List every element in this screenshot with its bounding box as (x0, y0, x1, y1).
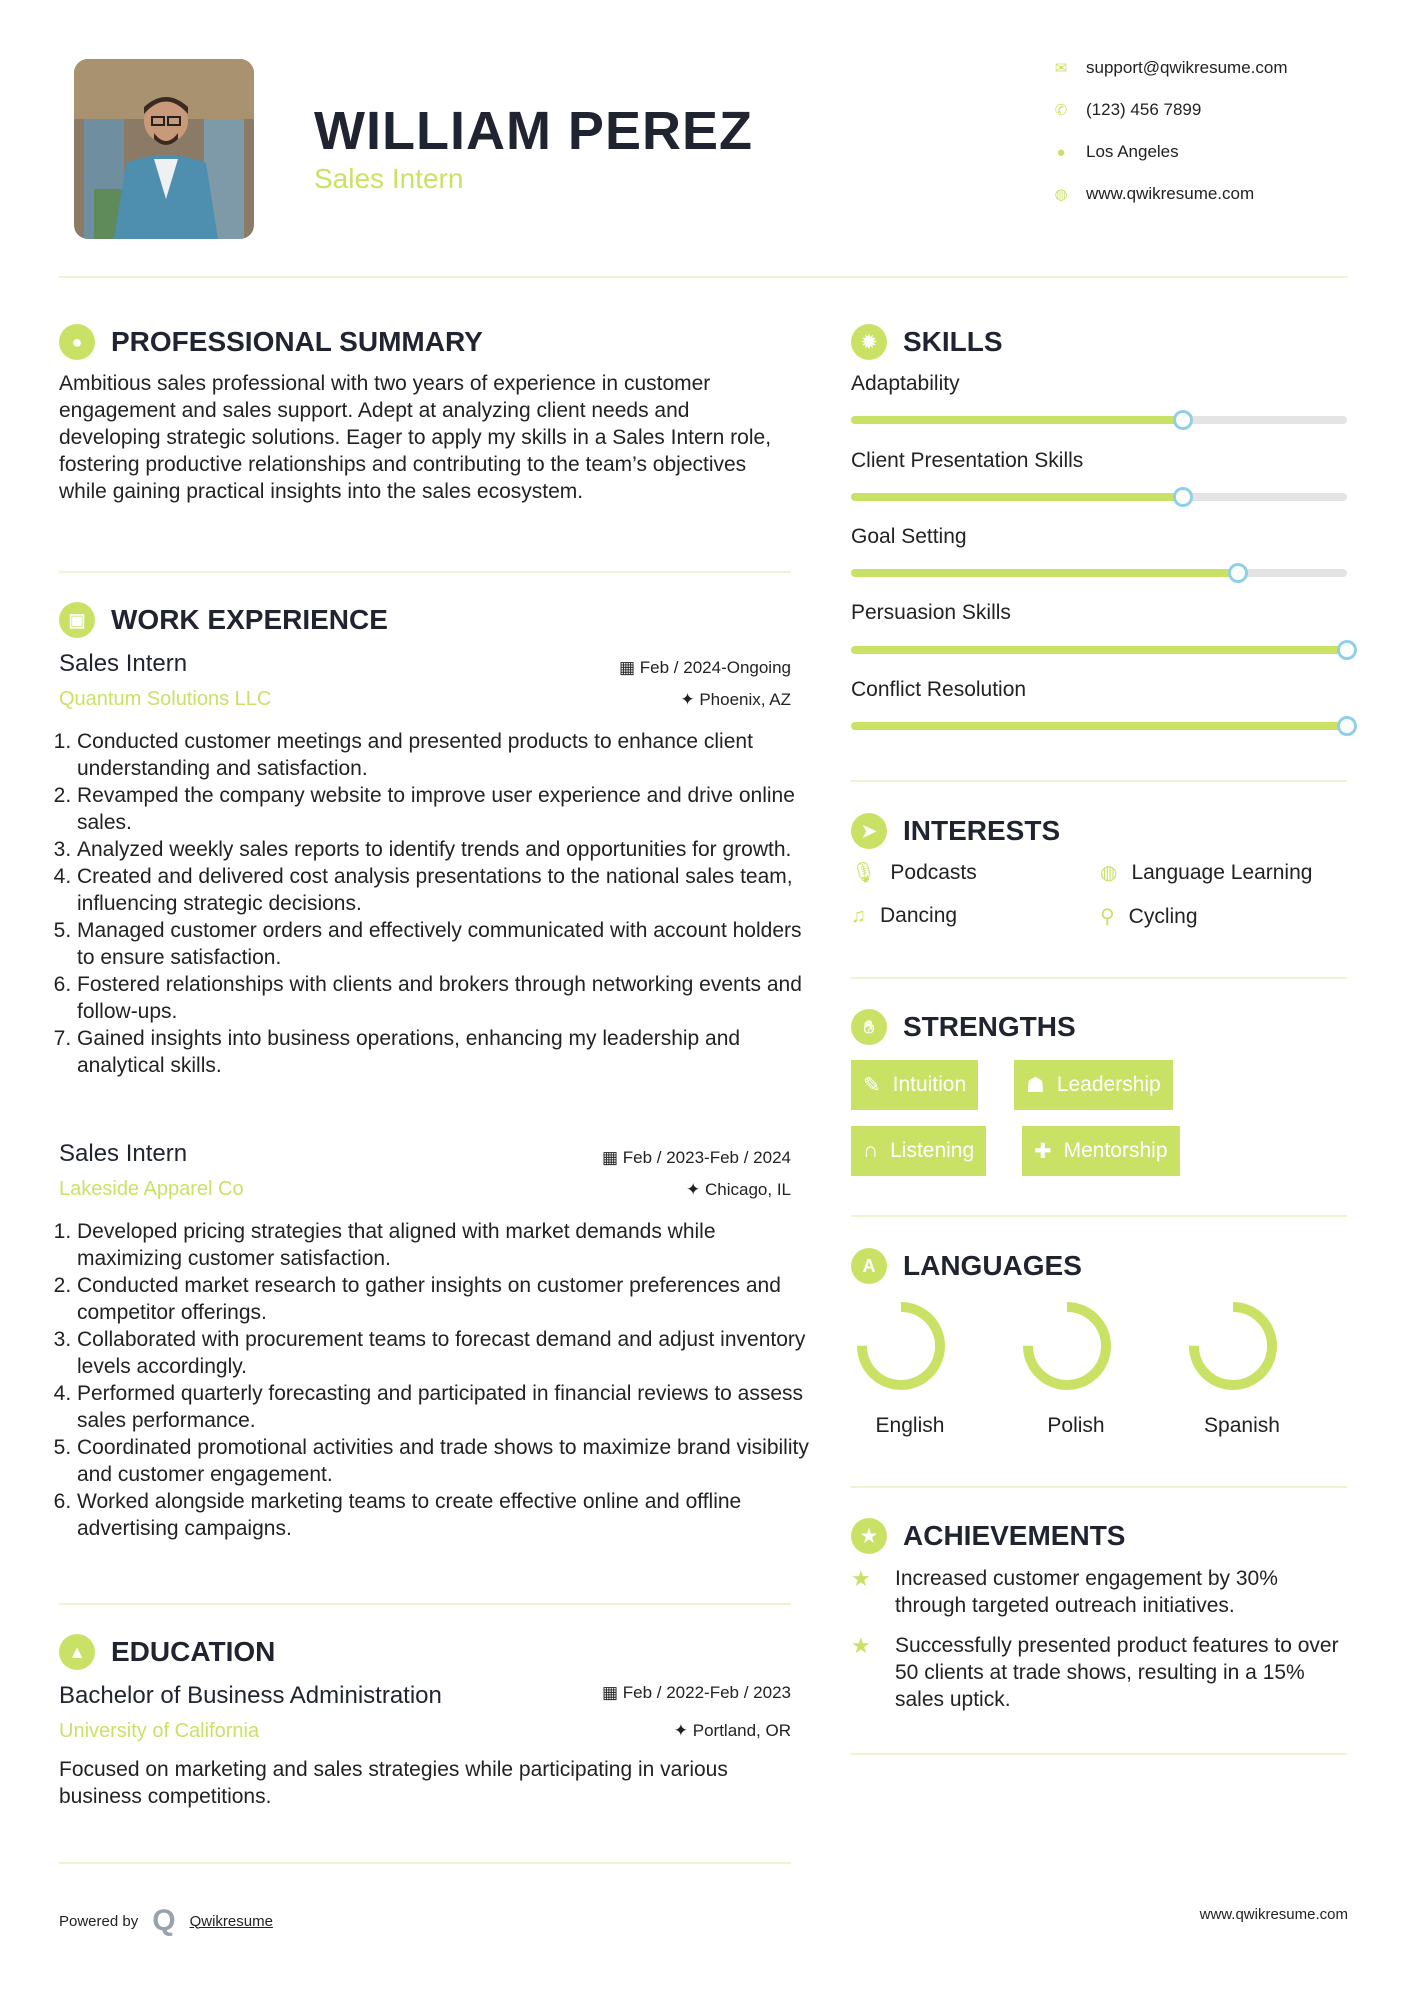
language-icon: A (851, 1248, 887, 1284)
achievements-divider (851, 1753, 1347, 1755)
calendar-icon: ▦ (618, 658, 640, 677)
summary-heading: ● PROFESSIONAL SUMMARY (59, 324, 483, 360)
school-name: University of California (59, 1720, 260, 1742)
phone-icon: ✆ (1054, 102, 1068, 119)
contact-website[interactable]: ◍ www.qwikresume.com (1050, 184, 1254, 204)
user-plus-icon: ✚ (1034, 1139, 1052, 1163)
job-location: ✦ Phoenix, AZ (680, 690, 791, 709)
interest-item: ♫ Dancing (851, 904, 958, 927)
list-item: 1. Developed pricing strategies that aligned with market demands while maximizing customer satisfaction. (77, 1218, 812, 1272)
pin-icon: ✦ (686, 1180, 705, 1199)
skill-name: Goal Setting (851, 525, 967, 548)
qwikresume-logo-icon: Q (152, 1904, 176, 1937)
education-divider (59, 1862, 791, 1864)
summary-text: Ambitious sales professional with two years of experience in customer engagement and sales support. Adept at analyzing client needs and developing strategic solutions. Eager to apply my skills in a Sales Intern role, fostering productive relationships and contributing to the team’s objectives while gaining practical insights into the sales ecosystem. (59, 372, 772, 503)
user-icon: ● (59, 324, 95, 360)
pin-icon: ✦ (673, 1721, 693, 1740)
job-title: Sales Intern (59, 650, 188, 677)
candidate-name: WILLIAM PEREZ (314, 101, 753, 161)
briefcase-icon: ▣ (59, 602, 95, 638)
education-location: ✦ Portland, OR (673, 1721, 791, 1740)
language-ring (1017, 1296, 1117, 1396)
magic-wand-icon: ✎ (863, 1073, 881, 1097)
list-item: 1. Conducted customer meetings and presented products to enhance client understanding and satisfaction. (77, 728, 812, 782)
experience-heading: ▣ WORK EXPERIENCE (59, 602, 388, 638)
skill-bar-knob (1228, 563, 1248, 583)
list-item: 3. Collaborated with procurement teams to forecast demand and adjust inventory levels accordingly. (77, 1326, 812, 1380)
bicycle-icon: ⚲ (1100, 906, 1115, 928)
language-ring (1183, 1296, 1283, 1396)
skill-bar-fill (851, 646, 1347, 654)
achievements-heading: ★ ACHIEVEMENTS (851, 1518, 1125, 1554)
list-item: 2. Revamped the company website to improve user experience and drive online sales. (77, 782, 812, 836)
skill-bar-knob (1337, 716, 1357, 736)
list-item: 5. Managed customer orders and effectively communicated with account holders to ensure satisfaction. (77, 917, 812, 971)
skill-bar (851, 646, 1347, 654)
skill-name: Adaptability (851, 372, 960, 395)
strength-tag: ✚ Mentorship (1022, 1126, 1180, 1176)
strength-tag: ☗ Leadership (1014, 1060, 1173, 1110)
skill-name: Conflict Resolution (851, 678, 1027, 701)
pin-icon: ✦ (680, 690, 700, 709)
star-badge-icon: ★ (851, 1518, 887, 1554)
strengths-divider (851, 1215, 1347, 1217)
job-title: Sales Intern (59, 1140, 188, 1167)
skill-bar-knob (1337, 640, 1357, 660)
language-label: English (875, 1414, 945, 1437)
skill-bar-fill (851, 722, 1347, 730)
list-item: 6. Worked alongside marketing teams to create effective online and offline advertising campaigns. (77, 1488, 812, 1542)
footer-url[interactable]: www.qwikresume.com (1199, 1906, 1348, 1923)
job-duties-list (59, 1218, 812, 1542)
languages-divider (851, 1486, 1347, 1488)
email-icon: ✉ (1054, 60, 1068, 77)
shooting-star-icon: ★ (851, 1633, 871, 1658)
company-name: Quantum Solutions LLC (59, 688, 272, 710)
skill-name: Client Presentation Skills (851, 449, 1084, 472)
job-duties-list (59, 728, 812, 1079)
skills-heading: ✹ SKILLS (851, 324, 1003, 360)
interest-item: ◍ Language Learning (1100, 860, 1313, 884)
achievement-item: ★ Increased customer engagement by 30% through targeted outreach initiatives. (851, 1566, 1278, 1617)
calendar-icon: ▦ (601, 1148, 623, 1167)
summary-divider (59, 571, 791, 573)
education-heading: ▲ EDUCATION (59, 1634, 275, 1670)
degree-title: Bachelor of Business Administration (59, 1682, 442, 1709)
header-divider (59, 276, 1348, 278)
profile-photo (74, 59, 254, 239)
hand-icon: ✋︎ (851, 1009, 887, 1045)
language-label: Spanish (1204, 1414, 1280, 1437)
graduation-cap-icon: ▲ (59, 1634, 95, 1670)
language-label: Polish (1047, 1414, 1105, 1437)
language-ring (851, 1296, 951, 1396)
skill-bar-knob (1173, 410, 1193, 430)
footer-powered-by: Powered by Q Qwikresume (59, 1904, 273, 1937)
list-item: 6. Fostered relationships with clients and brokers through networking events and follow-ups. (77, 971, 812, 1025)
company-name: Lakeside Apparel Co (59, 1178, 244, 1200)
interest-item: ⚲ Cycling (1100, 904, 1198, 928)
skill-bar (851, 493, 1347, 501)
candidate-title: Sales Intern (314, 163, 464, 194)
shooting-star-icon: ★ (851, 1566, 871, 1591)
list-item: 7. Gained insights into business operations, enhancing my leadership and analytical skills. (77, 1025, 812, 1079)
music-note-icon: ♫ (851, 904, 866, 927)
headphones-icon: ∩ (863, 1139, 879, 1162)
interest-item: 🎙︎ Podcasts (851, 860, 977, 884)
achievement-item: ★ Successfully presented product features to over 50 clients at trade shows, resulting in a 15% sales uptick. (851, 1633, 1339, 1711)
job-dates: ▦ Feb / 2024-Ongoing (618, 658, 791, 677)
contact-email[interactable]: ✉ support@qwikresume.com (1050, 58, 1288, 78)
interests-heading: ➤ INTERESTS (851, 813, 1060, 849)
strengths-heading: ✋︎ STRENGTHS (851, 1009, 1076, 1045)
language-item (1017, 1296, 1117, 1401)
skill-bar-fill (851, 569, 1238, 577)
list-item: 4. Performed quarterly forecasting and participated in financial reviews to assess sales performance. (77, 1380, 812, 1434)
experience-divider (59, 1603, 791, 1605)
education-dates: ▦ Feb / 2022-Feb / 2023 (601, 1683, 791, 1702)
language-item (851, 1296, 951, 1401)
skill-bar (851, 569, 1347, 577)
skill-name: Persuasion Skills (851, 601, 1011, 624)
list-item: 2. Conducted market research to gather insights on customer preferences and competitor offerings. (77, 1272, 812, 1326)
globe-icon: ◍ (1054, 186, 1068, 203)
job-location: ✦ Chicago, IL (686, 1180, 791, 1199)
skill-bar (851, 416, 1347, 424)
languages-heading: A LANGUAGES (851, 1248, 1082, 1284)
calendar-icon: ▦ (601, 1683, 623, 1702)
contact-phone[interactable]: ✆ (123) 456 7899 (1050, 100, 1201, 120)
interests-divider (851, 977, 1347, 979)
skill-bar-fill (851, 416, 1183, 424)
strength-tag: ✎ Intuition (851, 1060, 978, 1110)
language-item (1183, 1296, 1283, 1401)
skills-divider (851, 780, 1347, 782)
lightbulb-icon: ✹ (851, 324, 887, 360)
list-item: 5. Coordinated promotional activities and trade shows to maximize brand visibility and customer engagement. (77, 1434, 812, 1488)
skill-bar-fill (851, 493, 1183, 501)
job-dates: ▦ Feb / 2023-Feb / 2024 (601, 1148, 791, 1167)
location-pin-icon: ● (1056, 143, 1066, 161)
list-item: 4. Created and delivered cost analysis presentations to the national sales team, influencing strategic decisions. (77, 863, 812, 917)
strength-tag: ∩ Listening (851, 1126, 986, 1176)
skill-bar (851, 722, 1347, 730)
footer-brand-link[interactable]: Qwikresume (189, 1912, 273, 1930)
paper-plane-icon: ➤ (851, 813, 887, 849)
contact-location: ● Los Angeles (1050, 142, 1179, 162)
microphone-icon: 🎙︎ (851, 862, 877, 884)
education-description: Focused on marketing and sales strategies while participating in various business competitions. (59, 1758, 728, 1808)
skill-bar-knob (1173, 487, 1193, 507)
globe-icon: ◍ (1100, 862, 1118, 884)
list-item: 3. Analyzed weekly sales reports to identify trends and opportunities for growth. (77, 836, 812, 863)
users-icon: ☗ (1026, 1073, 1045, 1097)
